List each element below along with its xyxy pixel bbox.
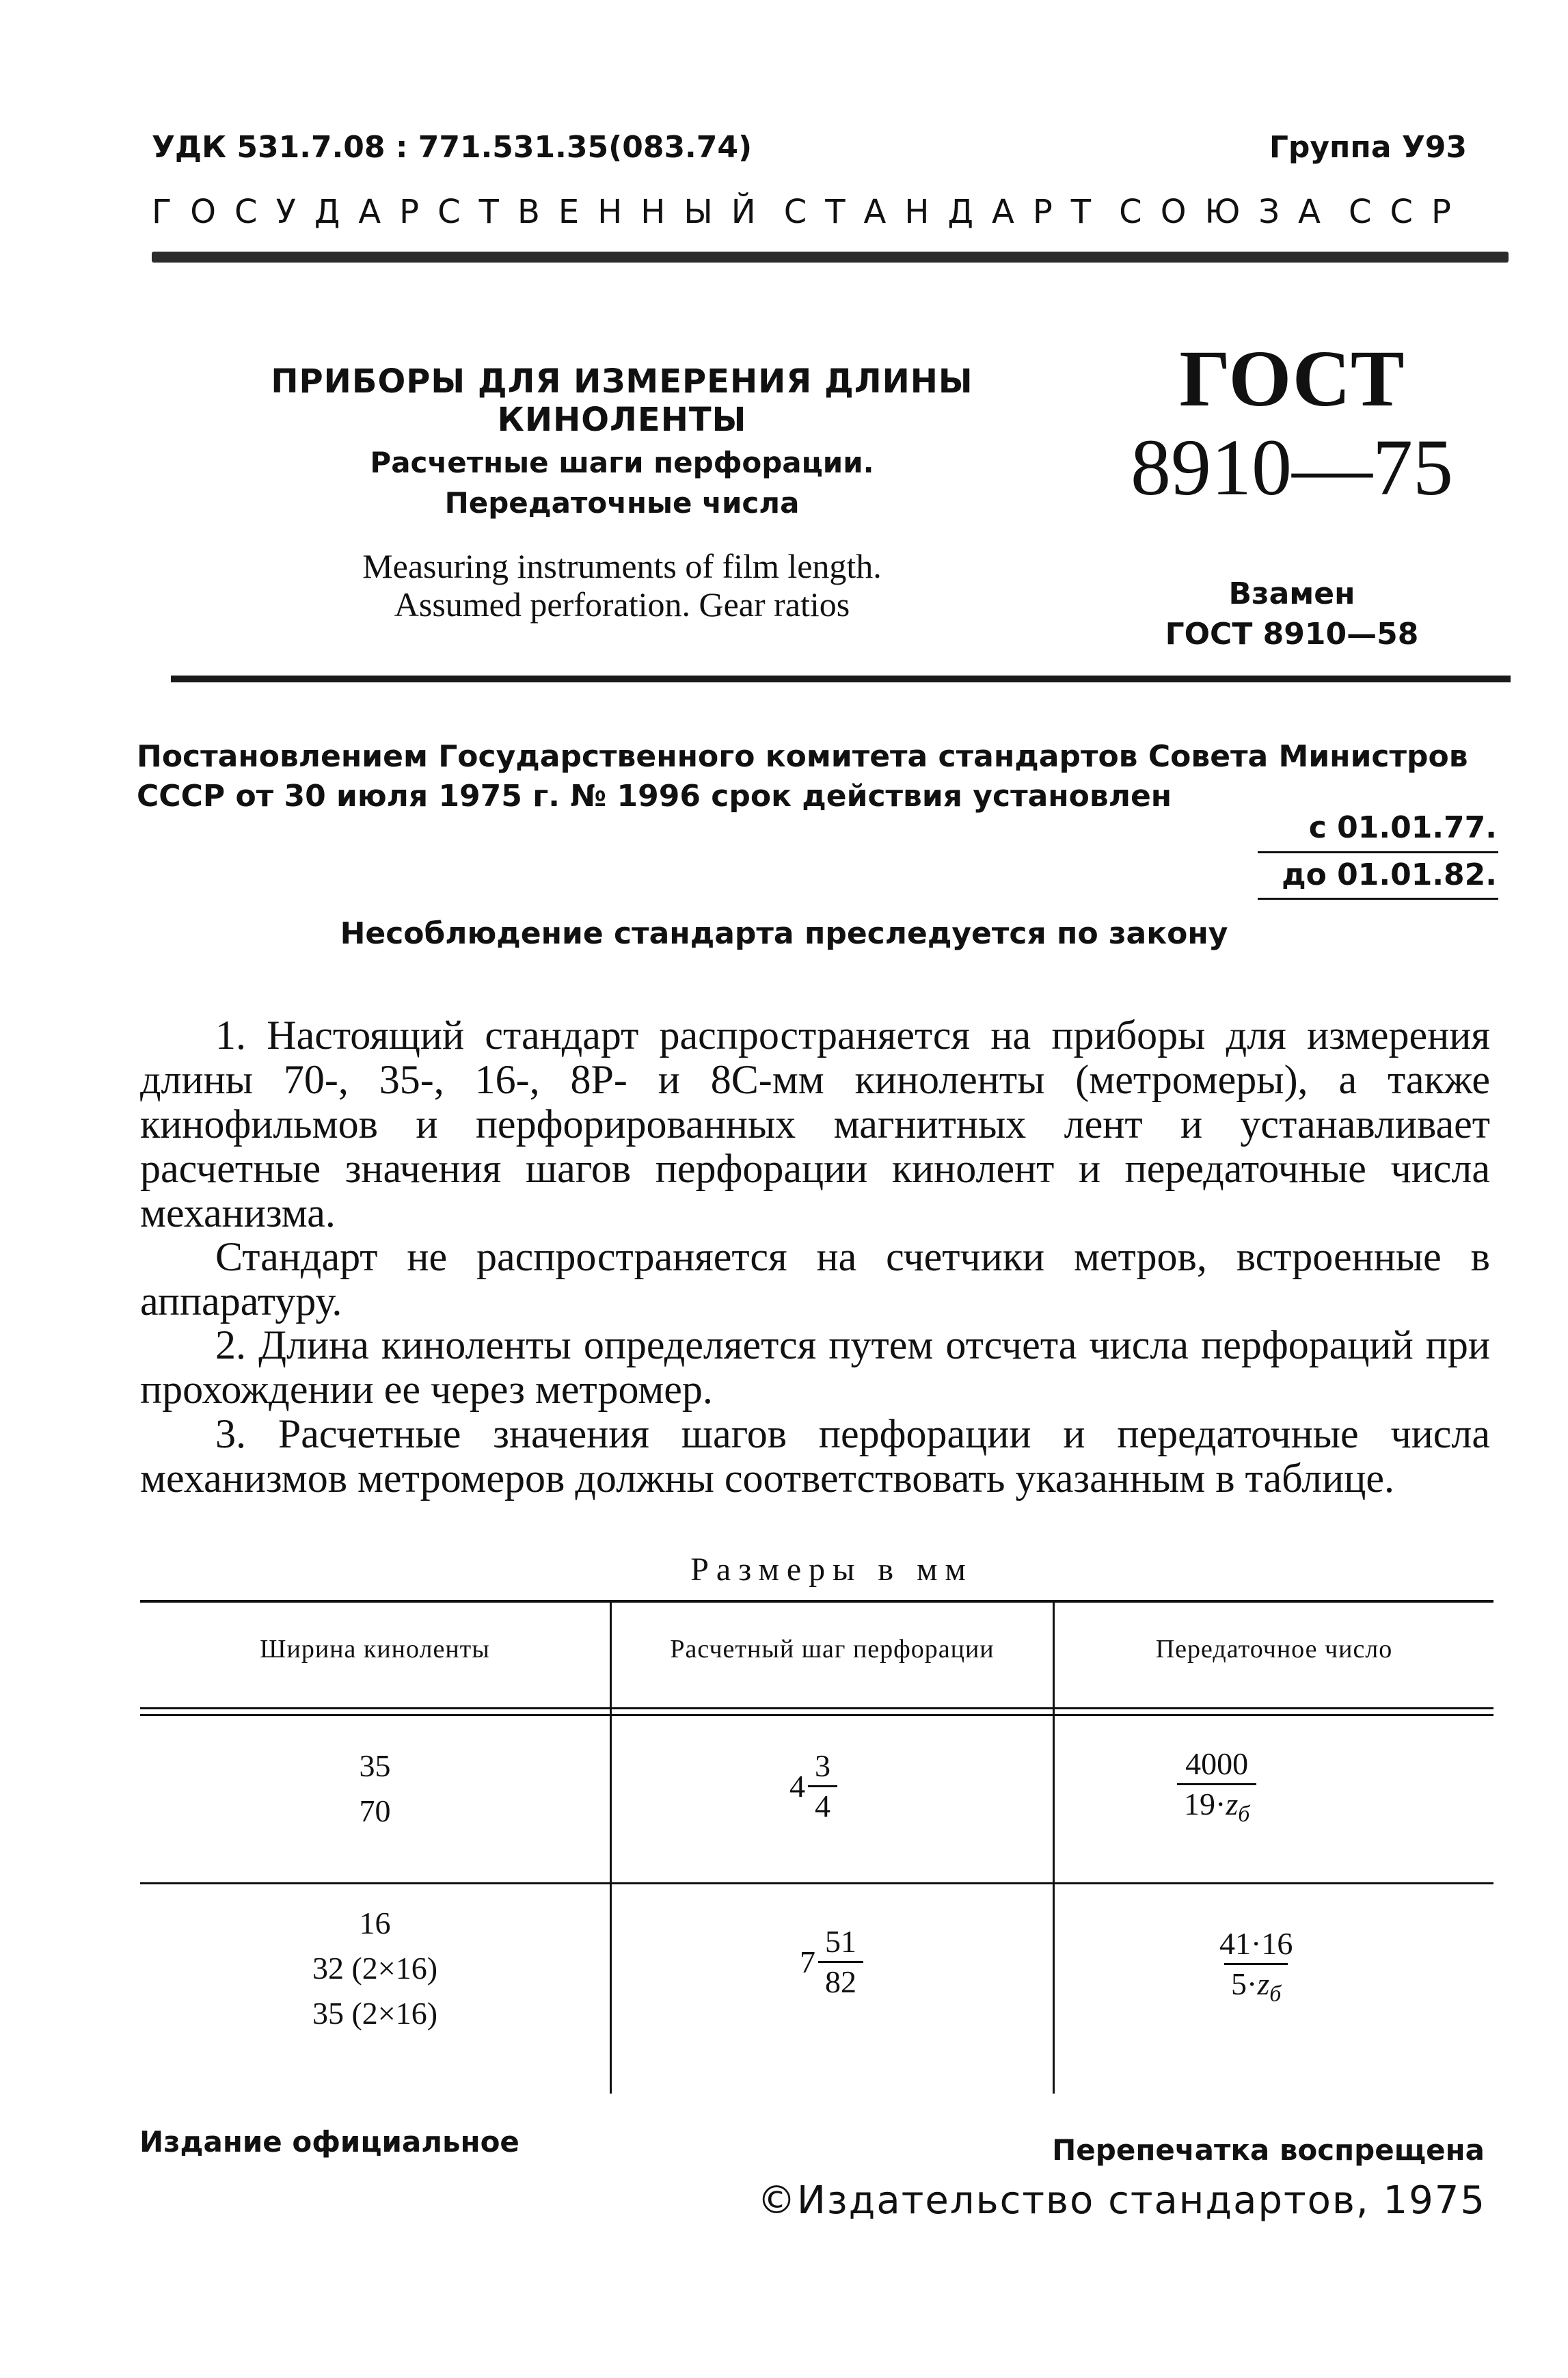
document-title [198,362,1046,624]
table-row-border [140,1882,1493,1884]
ratio-denominator-factor: 19· [1184,1787,1226,1821]
udk-code: УДК 531.7.08 : 771.531.35(083.74) [152,130,753,165]
film-width-value: 70 [359,1793,391,1828]
pitch-fraction [818,1923,863,2001]
paragraph-3: 2. Длина киноленты определяется путем отсчета числа перфораций при прохождении ее через метромер. [140,1322,1490,1412]
replaces-label: Взамен [1228,576,1355,611]
subtitle-line-2: Передаточные числа [444,486,800,520]
row-2-film-widths [140,1901,610,2036]
effective-from: с 01.01.77. [1308,810,1497,845]
pitch-numerator: 3 [815,1748,830,1783]
table-header-border [140,1714,1493,1716]
table-units-caption: Размеры в мм [690,1551,973,1588]
pitch-whole: 7 [800,1945,815,1979]
title-russian: ПРИБОРЫ ДЛЯ ИЗМЕРЕНИЯ ДЛИНЫ КИНОЛЕНТЫ [271,362,973,439]
date-underline [1258,898,1498,900]
column-header-perforation-pitch: Расчетный шаг перфорации [670,1635,995,1664]
legal-warning: Несоблюдение стандарта преследуется по закону [340,916,1228,951]
row-1-perforation-pitch [789,1747,837,1826]
ratio-variable-subscript: б [1238,1802,1250,1827]
pitch-denominator: 4 [808,1785,837,1826]
banner-word: СТАНДАРТ [783,193,1110,231]
gost-designation [1107,334,1476,652]
date-underline [1258,851,1498,853]
film-width-value: 32 (2×16) [312,1951,438,1986]
pitch-denominator: 82 [818,1961,863,2001]
reprint-prohibited-label: Перепечатка воспрещена [1052,2133,1485,2167]
banner-word: СОЮЗА [1119,193,1339,231]
replaces-number: ГОСТ 8910—58 [1165,617,1419,652]
pitch-fraction [808,1747,837,1826]
row-2-perforation-pitch [800,1923,863,2001]
section-divider [171,676,1511,682]
column-header-gear-ratio: Передаточное число [1155,1635,1393,1664]
title-english-line-1: Measuring instruments of film length. [362,547,882,585]
film-width-value: 35 [359,1748,391,1783]
gost-word: ГОСТ [1179,334,1405,423]
ratio-denominator [1177,1783,1256,1834]
title-english-line-2: Assumed perforation. Gear ratios [394,585,850,624]
row-1-film-widths [140,1744,610,1834]
effective-to: до 01.01.82. [1282,857,1497,892]
header-divider [152,252,1509,263]
film-width-value: 35 (2×16) [312,1996,438,2031]
ratio-fraction [1213,1925,1299,2014]
copyright-notice: ©Издательство стандартов, 1975 [757,2178,1486,2223]
ratio-variable-subscript: б [1269,1981,1282,2007]
subtitle-line-1: Расчетные шаги перфорации. [370,446,874,479]
pitch-numerator: 51 [825,1924,856,1959]
pitch-whole: 4 [789,1769,805,1804]
state-standard-banner [152,193,1470,231]
ratio-variable: z [1257,1966,1270,2001]
group-code: Группа У93 [1269,130,1467,165]
decree-text: Постановлением Государственного комитета стандартов Совета Министров СССР от 30 июля 1975 г. № 1996 срок действия установлен [137,739,1468,814]
table-header-border [140,1707,1493,1709]
ratio-numerator: 4000 [1185,1746,1249,1781]
table-column-border [1053,1601,1055,2094]
official-edition-label: Издание официальное [139,2125,519,2159]
ratio-denominator-factor: 5· [1230,1966,1258,2001]
paragraph-2: Стандарт не распространяется на счетчики метров, встроенные в аппаратуру. [140,1234,1490,1324]
ratio-variable: z [1226,1787,1239,1821]
ratio-numerator: 41·16 [1219,1926,1293,1961]
row-1-gear-ratio [1174,1745,1256,1834]
paragraph-1: 1. Настоящий стандарт распространяется на приборы для измерения длины 70-, 35-, 16-, 8Р- и 8С-мм киноленты (метромеры), а также кинофильмов и перфорированных магнитных лент и устанавливает расчетные значения шагов перфорации кинолент и передаточные числа механизма. [140,1013,1490,1235]
paragraph-4: 3. Расчетные значения шагов перфорации и передаточные числа механизмов метромеров должны соответствовать указанным в таблице. [140,1411,1490,1501]
banner-word: ГОСУДАРСТВЕННЫЙ [152,193,774,231]
ratio-fraction [1177,1745,1256,1834]
banner-word: ССР [1348,193,1470,231]
ratio-denominator [1224,1963,1288,2014]
column-header-film-width: Ширина киноленты [260,1635,490,1664]
gost-number: 8910—75 [1131,423,1453,512]
film-width-value: 16 [359,1906,391,1940]
table-top-border [140,1600,1493,1603]
table-column-border [610,1601,612,2094]
row-2-gear-ratio [1210,1925,1299,2014]
